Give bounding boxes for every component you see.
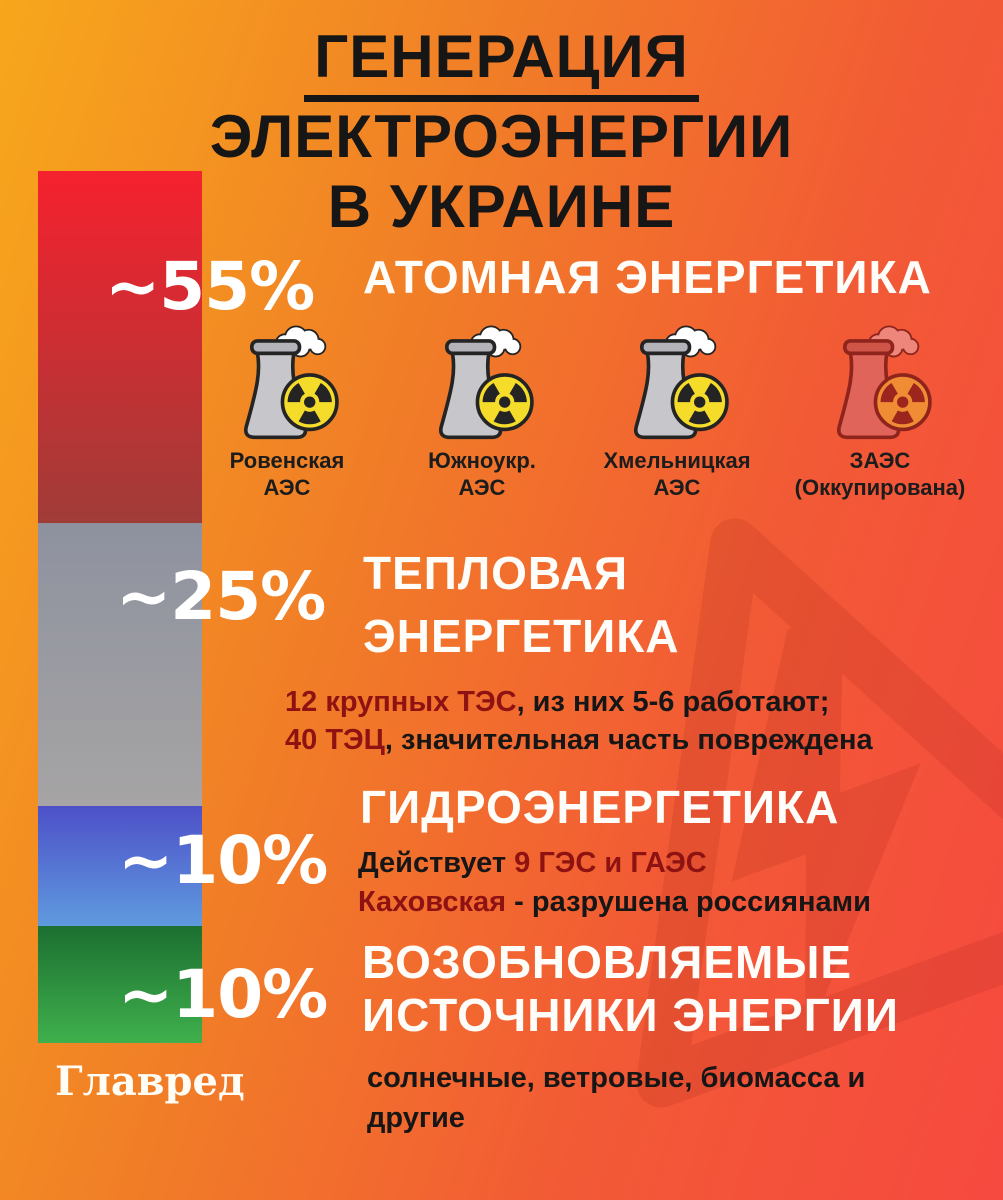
heading-nuclear: АТОМНАЯ ЭНЕРГЕТИКА	[363, 251, 932, 303]
thermal-details-line-2	[285, 721, 873, 759]
nuclear-plant-icon	[423, 325, 541, 443]
percent-nuclear: ~55%	[105, 248, 315, 325]
hydro-details	[358, 844, 871, 922]
plant-label	[577, 447, 777, 501]
hydro-kakhovka-status: - разрушена россиянами	[506, 886, 871, 918]
thermal-tes-status: , из них 5-6 работают;	[516, 686, 830, 718]
thermal-tes-count: 12 крупных ТЭС	[285, 686, 517, 718]
plant-label-line-1: Хмельницкая	[603, 448, 751, 473]
percent-thermal: ~25%	[116, 558, 326, 635]
plant-label-line-2: АЭС	[653, 475, 701, 500]
heading-thermal-line-2: ЭНЕРГЕТИКА	[363, 610, 680, 662]
source-logo: Главред	[55, 1058, 245, 1105]
percent-hydro: ~10%	[118, 822, 328, 899]
thermal-tec-count: 40 ТЭЦ	[285, 724, 385, 756]
plant-rivne	[187, 325, 387, 501]
renewables-details-line-1: солнечные, ветровые, биомасса и	[367, 1062, 866, 1094]
hydro-active-count: 9 ГЭС и ГАЭС	[514, 847, 707, 879]
plant-label-line-1: ЗАЭС	[849, 448, 911, 473]
hydro-details-line-2	[358, 883, 871, 922]
heading-thermal-line-1: ТЕПЛОВАЯ	[363, 547, 629, 599]
thermal-tec-status: , значительная часть повреждена	[384, 724, 873, 756]
hydro-details-line-1	[358, 844, 871, 883]
bar-segment-nuclear	[38, 171, 202, 523]
title-line-3: В УКРАИНЕ	[327, 173, 676, 240]
plant-label	[382, 447, 582, 501]
heading-renewables-line-2: ИСТОЧНИКИ ЭНЕРГИИ	[362, 989, 899, 1041]
plant-label-line-1: Ровенская	[229, 448, 345, 473]
plant-label-line-2: АЭС	[263, 475, 311, 500]
plant-label-line-2: (Оккупирована)	[794, 475, 966, 500]
percent-renewables: ~10%	[118, 956, 328, 1033]
plant-label-line-1: Южноукр.	[428, 448, 536, 473]
heading-renewables-line-1: ВОЗОБНОВЛЯЕМЫЕ	[362, 936, 853, 988]
thermal-details	[285, 683, 873, 759]
thermal-details-line-1	[285, 683, 873, 721]
title-line-1: ГЕНЕРАЦИЯ	[304, 22, 699, 102]
heading-hydro: ГИДРОЭНЕРГЕТИКА	[360, 781, 840, 833]
nuclear-plant-icon-occupied	[821, 325, 939, 443]
plant-label-line-2: АЭС	[458, 475, 506, 500]
heading-renewables	[362, 936, 899, 1042]
renewables-details-line-2: другие	[367, 1102, 465, 1134]
nuclear-plant-icon	[618, 325, 736, 443]
title-line-2: ЭЛЕКТРОЭНЕРГИИ	[209, 103, 794, 170]
hydro-active-label: Действует	[358, 847, 515, 879]
plant-south-ukraine	[382, 325, 582, 501]
heading-thermal	[363, 542, 680, 668]
plant-label	[187, 447, 387, 501]
plant-zaporizhzhia-occupied	[768, 325, 992, 501]
renewables-details	[367, 1058, 967, 1138]
plant-khmelnytskyi	[577, 325, 777, 501]
plant-label	[768, 447, 992, 501]
nuclear-plant-icon	[228, 325, 346, 443]
hydro-kakhovka-name: Каховская	[358, 886, 507, 918]
